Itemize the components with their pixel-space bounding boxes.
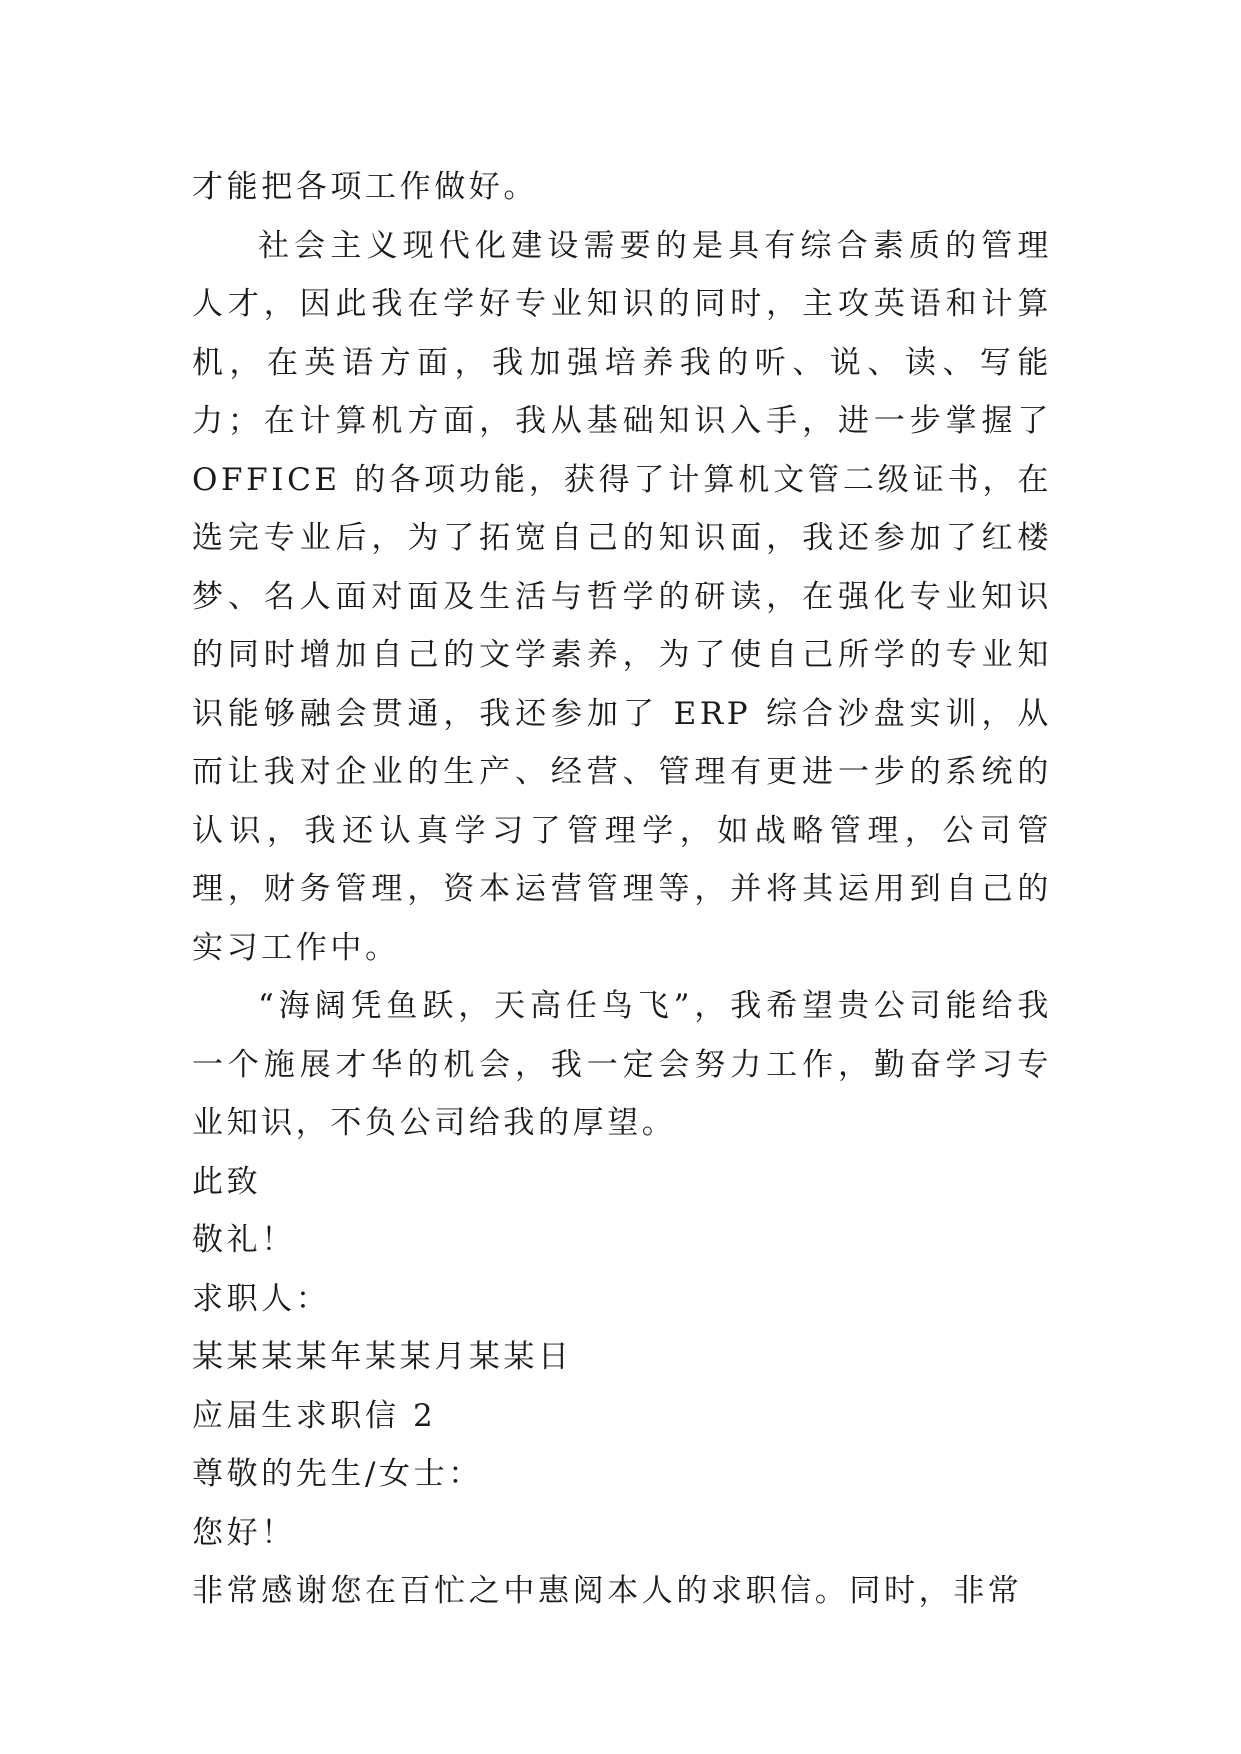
letter-2-greeting: 尊敬的先生/女士： (192, 1456, 483, 1492)
letter-2-hello: 您好！ (192, 1514, 296, 1551)
letter-2-title: 应届生求职信 2 (192, 1397, 437, 1434)
paragraph-1: 才能把各项工作做好。 (192, 169, 538, 205)
date-line: 某某某某年某某月某某日 (192, 1339, 573, 1375)
closing-salutation: 此致 (192, 1163, 262, 1200)
document-body (192, 158, 1052, 1621)
closing-regards: 敬礼！ (192, 1222, 296, 1258)
paragraph-3: “海阔凭鱼跃，天高任鸟飞”，我希望贵公司能给我一个施展才华的机会，我一定会努力工作，勤奋学习专业知识，不负公司给我的厚望。 (192, 988, 1052, 1141)
paragraph-2: 社会主义现代化建设需要的是具有综合素质的管理人才，因此我在学好专业知识的同时，主攻英语和计算机，在英语方面，我加强培养我的听、说、读、写能力；在计算机方面，我从基础知识入手，进一步掌握了 OFFICE 的各项功能，获得了计算机文管二级证书，在选完专业后，为了拓宽自己的知识面，我还参加了红楼梦、名人面对面及生活与哲学的研读，在强化专业知识的同时增加自己的文学素养，为了使自己所学的专业知识能够融会贯通，我还参加了 ERP 综合沙盘实训，从而让我对企业的生产、经营、管理有更进一步的系统的认识，我还认真学习了管理学，如战略管理，公司管理，财务管理，资本运营管理等，并将其运用到自己的实习工作中。 (192, 227, 1052, 966)
letter-2-opening: 非常感谢您在百忙之中惠阅本人的求职信。同时，非常 (192, 1573, 1023, 1609)
applicant-label: 求职人： (192, 1280, 331, 1317)
